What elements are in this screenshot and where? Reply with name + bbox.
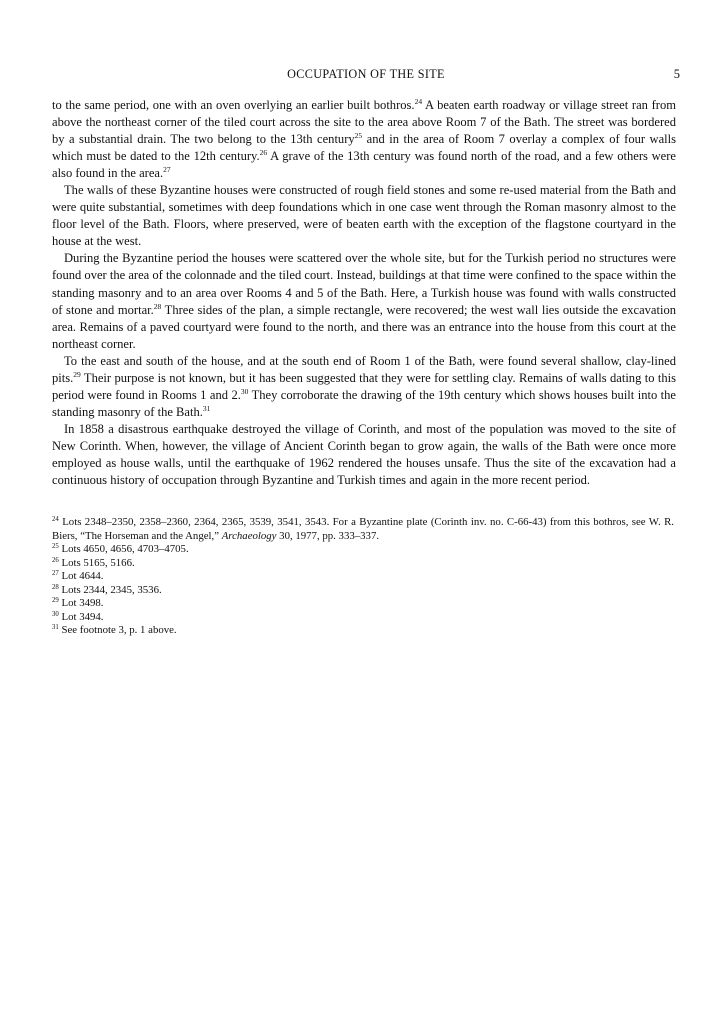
paragraph [52,250,676,352]
footnote [52,543,674,557]
text-run: Lots 2344, 2345, 3536. [58,583,162,596]
text-run: Lots 5165, 5166. [58,556,135,569]
text-run: Lot 4644. [58,570,104,583]
text-run: and in the area of Room 7 overlay a complex of four walls which must be dated to the 12th century. [52,132,676,164]
footnote-number: 29 [52,597,59,605]
text-run: See footnote 3, p. 1 above. [58,624,177,637]
footnote [52,597,674,611]
page-header [52,66,680,82]
footnote-number: 31 [52,624,59,632]
text-run: In 1858 a disastrous earthquake destroyed the village of Corinth, and most of the population was moved to the site of New Corinth. When, however, the village of Ancient Corinth began to grow again, the walls of the Bath were once more employed as house walls, until the earthquake of 1962 rendered the houses unsafe. Thus the site of the excavation had a continuous history of occupation through Byzantine and Turkish times and again in the more recent period. [52,421,676,488]
text-run: Lot 3498. [58,597,104,610]
footnote-ref: 30 [240,386,249,396]
footnote [52,570,674,584]
running-head: OCCUPATION OF THE SITE [287,67,445,81]
footnote-ref: 25 [354,131,363,141]
page-number: 5 [673,67,680,81]
text-run: A grave of the 13th century was found north of the road, and a few others were also found in the area. [52,149,677,181]
footnote-number: 25 [52,543,59,551]
text-run: The walls of these Byzantine houses were constructed of rough field stones and some re-used material from the Bath and were quite substantial, sometimes with deep foundations which in one case went through the Roman masonry almost to the floor level of the Bath. Floors, where preserved, were of beaten earth with the exception of the flagstone courtyard in the house at the west. [52,183,676,249]
text-run: Lots 4650, 4656, 4703–4705. [58,543,189,556]
text-run: 30, 1977, pp. 333–337. [276,529,380,542]
italic-text: Archaeology [221,529,277,542]
text-run: Their purpose is not known, but it has been suggested that they were for settling clay. Remains of walls dating to this period were found in Rooms 1 and 2. [52,370,676,402]
text-run: During the Byzantine period the houses were scattered over the whole site, but for the Turkish period no structures were found over the area of the colonnade and the tiled court. Instead, buildings at that time were confined to the space within the standing masonry and to an area over Rooms 4 and 5 of the Bath. Here, a Turkish house was found with walls constructed of stone and mortar. [52,251,676,317]
text-run: A beaten earth roadway or village street ran from above the northeast corner of the tiled court across the site to the area above Room 7 of the Bath. The street was bordered by a substantial drain. The two belong to the 13th century [52,98,676,147]
footnote [52,624,674,638]
paragraph [52,353,676,421]
footnote-number: 27 [52,570,59,578]
footnote [52,516,674,543]
footnote-number: 26 [52,556,59,564]
footnote [52,584,674,598]
footnote-ref: 31 [202,403,211,413]
footnote-ref: 26 [259,148,268,158]
footnote-ref: 27 [163,165,171,175]
text-run: Lots 2348–2350, 2358–2360, 2364, 2365, 3539, 3541, 3543. For a Byzantine plate (Corinth inv. no. C-66-43) from this bothros, see W. R. Biers, “The Horseman and the Angel,” [52,516,674,542]
text-run: Lot 3494. [58,610,104,623]
text-run: Three sides of the plan, a simple rectangle, were recovered; the west wall lies outside the excavation area. Remains of a paved courtyard were found to the north, and there was an entrance into the house from this court at the northeast corner. [52,302,676,351]
text-run: To the east and south of the house, and at the south end of Room 1 of the Bath, were found several shallow, clay-lined pits. [52,353,676,385]
footnote-number: 30 [52,610,59,618]
footnotes [52,516,674,638]
footnote-number: 24 [52,516,59,523]
body-text [52,97,676,489]
paragraph [52,97,676,182]
footnote-ref: 24 [414,97,423,106]
text-run: They corroborate the drawing of the 19th century which shows houses built into the standing masonry of the Bath. [52,387,676,419]
footnote [52,557,674,571]
footnote [52,611,674,625]
footnote-ref: 28 [153,301,162,311]
text-run: to the same period, one with an oven overlying an earlier built bothros. [52,98,415,112]
footnote-number: 28 [52,583,59,591]
paragraph [52,421,676,489]
paragraph [52,182,676,250]
footnote-ref: 29 [73,369,81,379]
